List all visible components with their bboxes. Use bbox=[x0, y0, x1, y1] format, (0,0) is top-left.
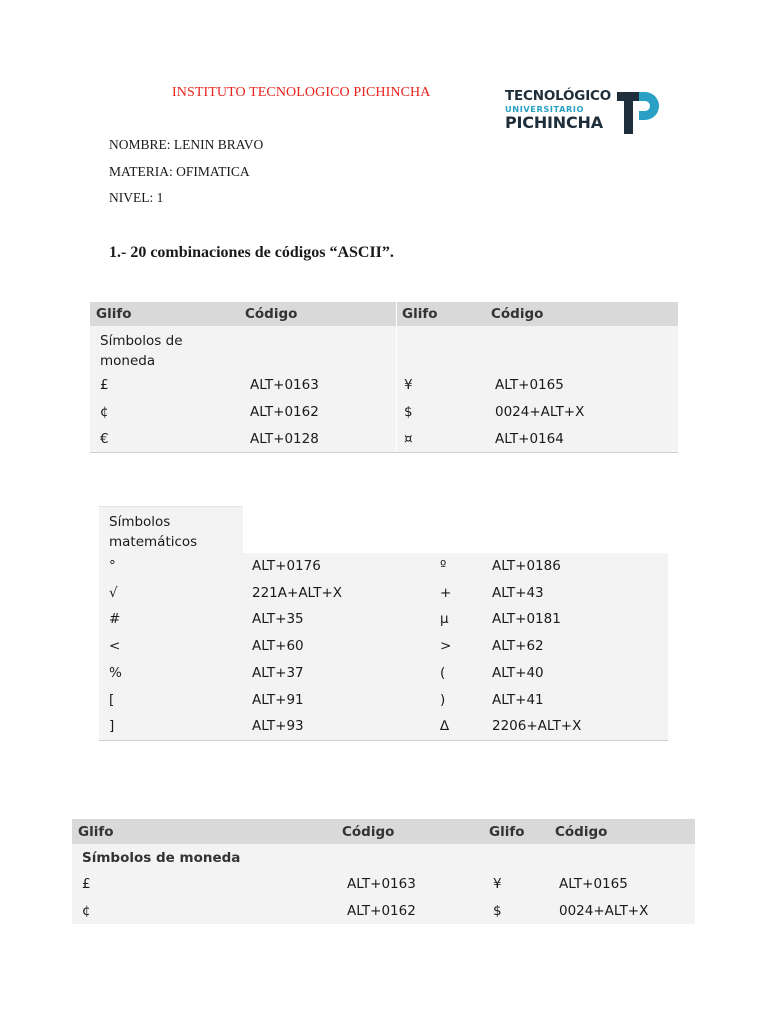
code-cell: ALT+43 bbox=[492, 585, 544, 601]
glyph-cell: ¥ bbox=[493, 876, 502, 892]
code-cell: ALT+0128 bbox=[250, 431, 319, 447]
code-cell: 221A+ALT+X bbox=[252, 585, 343, 601]
institution-logo bbox=[505, 88, 665, 138]
glyph-cell: ¥ bbox=[404, 377, 413, 393]
code-cell: ALT+60 bbox=[252, 638, 304, 654]
glyph-cell: [ bbox=[109, 692, 115, 708]
glyph-cell: £ bbox=[82, 876, 91, 892]
glyph-cell: $ bbox=[493, 903, 502, 919]
code-cell: ALT+37 bbox=[252, 665, 304, 681]
code-cell: 2206+ALT+X bbox=[492, 718, 582, 734]
code-cell: ALT+0163 bbox=[250, 377, 319, 393]
code-cell: ALT+0164 bbox=[495, 431, 564, 447]
glyph-cell: # bbox=[109, 611, 121, 627]
table-header-row bbox=[90, 302, 678, 326]
glyph-cell: º bbox=[440, 558, 447, 574]
code-cell: ALT+40 bbox=[492, 665, 544, 681]
glyph-cell: ¢ bbox=[100, 404, 109, 420]
column-divider bbox=[396, 302, 397, 452]
level-label: NIVEL: 1 bbox=[109, 190, 164, 205]
code-cell: ALT+91 bbox=[252, 692, 304, 708]
header-glyph: Glifo bbox=[402, 306, 438, 322]
subject-label: MATERIA: OFIMATICA bbox=[109, 164, 250, 179]
code-cell: 0024+ALT+X bbox=[559, 903, 649, 919]
section-top-border bbox=[99, 506, 243, 507]
logo-line-3: PICHINCHA bbox=[505, 113, 603, 132]
glyph-cell: ] bbox=[109, 718, 115, 734]
table-bottom-border bbox=[90, 452, 678, 453]
section-label: Símbolos matemáticos bbox=[109, 514, 198, 550]
code-cell: ALT+0186 bbox=[492, 558, 561, 574]
code-cell: ALT+0165 bbox=[559, 876, 628, 892]
institute-title: INSTITUTO TECNOLOGICO PICHINCHA bbox=[172, 85, 431, 100]
header-code: Código bbox=[555, 824, 608, 840]
code-cell: ALT+0162 bbox=[347, 903, 416, 919]
code-cell: ALT+0176 bbox=[252, 558, 321, 574]
glyph-cell: ( bbox=[440, 665, 446, 681]
code-cell: ALT+0162 bbox=[250, 404, 319, 420]
code-cell: ALT+0181 bbox=[492, 611, 561, 627]
glyph-cell: £ bbox=[100, 377, 109, 393]
header-code: Código bbox=[491, 306, 544, 322]
glyph-cell: $ bbox=[404, 404, 413, 420]
glyph-cell: > bbox=[440, 638, 452, 654]
logo-line-2: UNIVERSITARIO bbox=[505, 104, 585, 114]
glyph-cell: ) bbox=[440, 692, 446, 708]
section-label: Símbolos de moneda bbox=[82, 850, 241, 866]
code-cell: ALT+0165 bbox=[495, 377, 564, 393]
logo-line-1: TECNOLÓGICO bbox=[505, 88, 611, 104]
glyph-cell: ¤ bbox=[404, 431, 413, 447]
glyph-cell: + bbox=[440, 585, 452, 601]
header-glyph: Glifo bbox=[78, 824, 114, 840]
glyph-cell: € bbox=[100, 431, 109, 447]
header-glyph: Glifo bbox=[489, 824, 525, 840]
code-cell: 0024+ALT+X bbox=[495, 404, 585, 420]
header-code: Código bbox=[342, 824, 395, 840]
glyph-cell: ° bbox=[109, 558, 116, 574]
table-body bbox=[99, 553, 668, 740]
header-code: Código bbox=[245, 306, 298, 322]
code-cell: ALT+62 bbox=[492, 638, 544, 654]
section-label: Símbolos de moneda bbox=[100, 333, 183, 369]
code-cell: ALT+0163 bbox=[347, 876, 416, 892]
glyph-cell: ¢ bbox=[82, 903, 91, 919]
glyph-cell: < bbox=[109, 638, 121, 654]
glyph-cell: √ bbox=[109, 585, 118, 601]
glyph-cell: % bbox=[109, 665, 122, 681]
question-title: 1.- 20 combinaciones de códigos “ASCII”. bbox=[109, 244, 394, 261]
code-cell: ALT+35 bbox=[252, 611, 304, 627]
tp-monogram-icon bbox=[617, 88, 661, 134]
glyph-cell: µ bbox=[440, 611, 449, 627]
code-cell: ALT+93 bbox=[252, 718, 304, 734]
student-name: NOMBRE: LENIN BRAVO bbox=[109, 137, 264, 152]
glyph-cell: ∆ bbox=[440, 718, 450, 734]
table-bottom-border bbox=[99, 740, 668, 741]
code-cell: ALT+41 bbox=[492, 692, 544, 708]
header-glyph: Glifo bbox=[96, 306, 132, 322]
